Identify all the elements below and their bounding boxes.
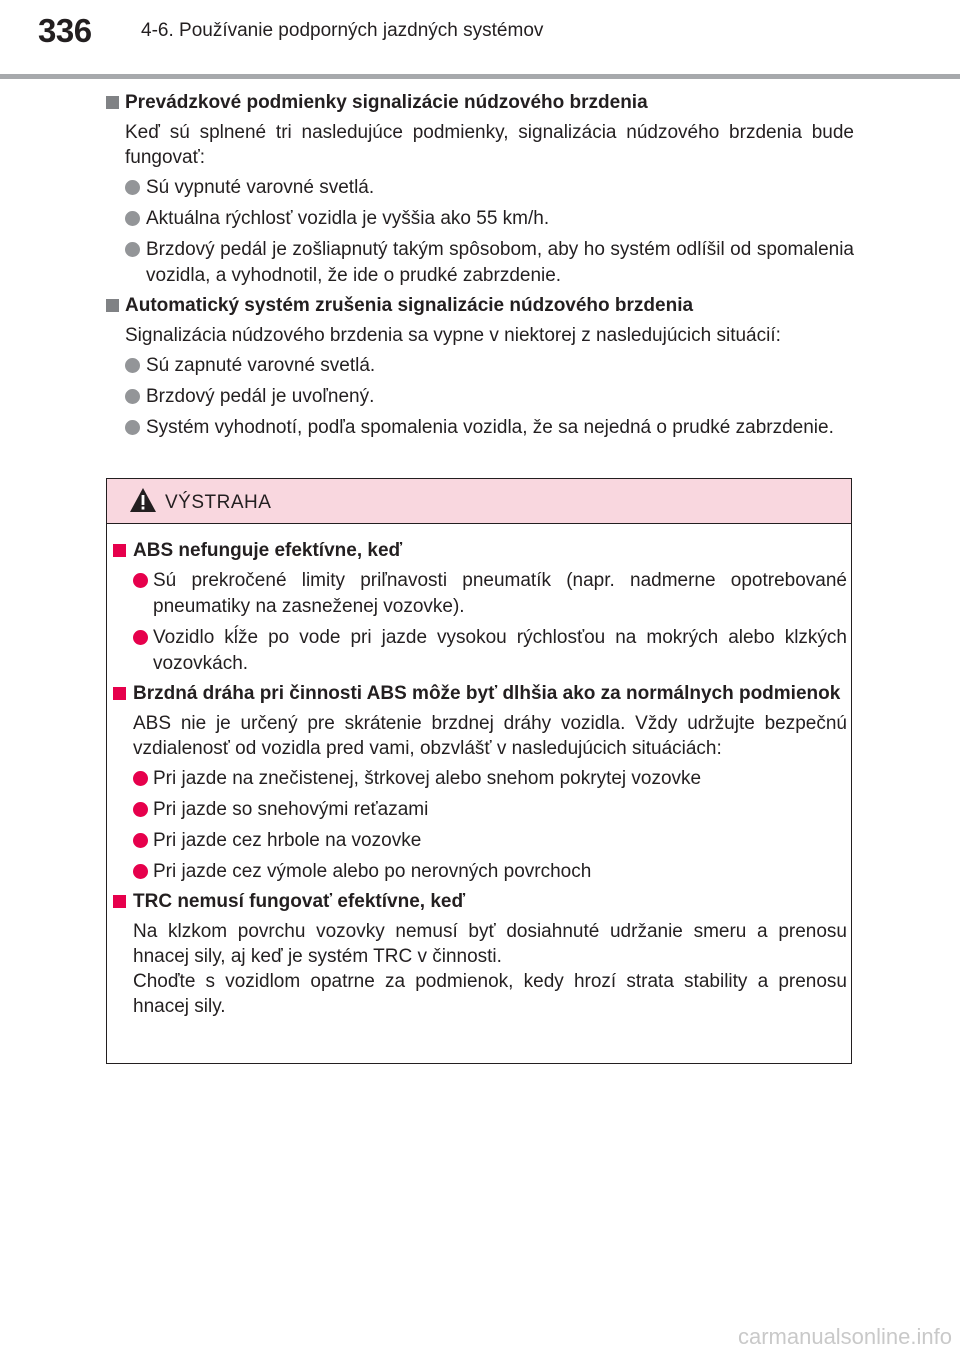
circle-bullet-icon	[125, 211, 140, 226]
circle-bullet-icon	[133, 833, 148, 848]
list-item: Sú zapnuté varovné svetlá.	[106, 353, 854, 379]
circle-bullet-icon	[125, 358, 140, 373]
list-item: Sú prekročené limity priľnavosti pneumatík (napr. nadmerne opotrebované pneumatiky na zasneženej vozovke).	[113, 568, 847, 620]
section-intro: Keď sú splnené tri nasledujúce podmienky, signalizácia núdzového brzdenia bude fungovať:	[125, 122, 854, 168]
circle-bullet-icon	[133, 771, 148, 786]
page-header	[0, 0, 960, 80]
warning-header	[107, 479, 851, 524]
warning-intro: ABS nie je určený pre skrátenie brzdnej dráhy vozidla. Vždy udržujte bezpečnú vzdialenosť od vozidla pred vami, obzvlášť v nasledujúcich situáciách:	[133, 713, 847, 759]
warning-intro: Na klzkom povrchu vozovky nemusí byť dosiahnuté udržanie smeru a prenosu hnacej sily, aj keď je systém TRC v činnosti.	[133, 921, 847, 967]
section-heading: Automatický systém zrušenia signalizácie núdzového brzdenia	[106, 294, 854, 318]
square-bullet-icon	[106, 299, 119, 312]
warning-box	[106, 478, 852, 1064]
list-item: Vozidlo kĺže po vode pri jazde vysokou rýchlosťou na mokrých alebo klzkých vozovkách.	[113, 625, 847, 677]
square-bullet-icon	[113, 687, 126, 700]
warning-body	[113, 539, 847, 1024]
warning-heading: Brzdná dráha pri činnosti ABS môže byť dlhšia ako za normálnych podmienok	[113, 682, 847, 706]
circle-bullet-icon	[125, 180, 140, 195]
section-intro: Signalizácia núdzového brzdenia sa vypne v niektorej z nasledujúcich situácií:	[125, 325, 781, 346]
watermark: carmanualsonline.info	[737, 1324, 952, 1349]
circle-bullet-icon	[133, 573, 148, 588]
circle-bullet-icon	[125, 420, 140, 435]
list-item: Pri jazde cez výmole alebo po nerovných povrchoch	[113, 859, 847, 885]
list-item: Systém vyhodnotí, podľa spomalenia vozidla, že sa nejedná o prudké zabrzdenie.	[106, 415, 854, 441]
list-item: Sú vypnuté varovné svetlá.	[106, 175, 854, 201]
warning-triangle-icon	[129, 487, 157, 513]
warning-intro: Choďte s vozidlom opatrne za podmienok, kedy hrozí strata stability a prenosu hnacej sily.	[133, 971, 847, 1017]
section-heading: Prevádzkové podmienky signalizácie núdzového brzdenia	[106, 91, 854, 115]
circle-bullet-icon	[125, 389, 140, 404]
list-item: Pri jazde so snehovými reťazami	[113, 797, 847, 823]
chapter-title: 4-6. Používanie podporných jazdných systémov	[141, 20, 544, 41]
main-content	[106, 91, 854, 446]
circle-bullet-icon	[133, 864, 148, 879]
list-item: Pri jazde na znečistenej, štrkovej alebo snehom pokrytej vozovke	[113, 766, 847, 792]
circle-bullet-icon	[133, 630, 148, 645]
circle-bullet-icon	[125, 242, 140, 257]
square-bullet-icon	[113, 895, 126, 908]
list-item: Aktuálna rýchlosť vozidla je vyššia ako 55 km/h.	[106, 206, 854, 232]
list-item: Brzdový pedál je zošliapnutý takým spôsobom, aby ho systém odlíšil od spomalenia vozidla, a vyhodnotil, že ide o prudké zabrzdenie.	[106, 237, 854, 289]
list-item: Brzdový pedál je uvoľnený.	[106, 384, 854, 410]
square-bullet-icon	[113, 544, 126, 557]
header-rule	[0, 74, 960, 79]
page-number: 336	[38, 12, 92, 49]
square-bullet-icon	[106, 96, 119, 109]
circle-bullet-icon	[133, 802, 148, 817]
warning-heading: TRC nemusí fungovať efektívne, keď	[113, 890, 847, 914]
list-item: Pri jazde cez hrbole na vozovke	[113, 828, 847, 854]
warning-label: VÝSTRAHA	[165, 492, 272, 513]
warning-heading: ABS nefunguje efektívne, keď	[113, 539, 847, 563]
